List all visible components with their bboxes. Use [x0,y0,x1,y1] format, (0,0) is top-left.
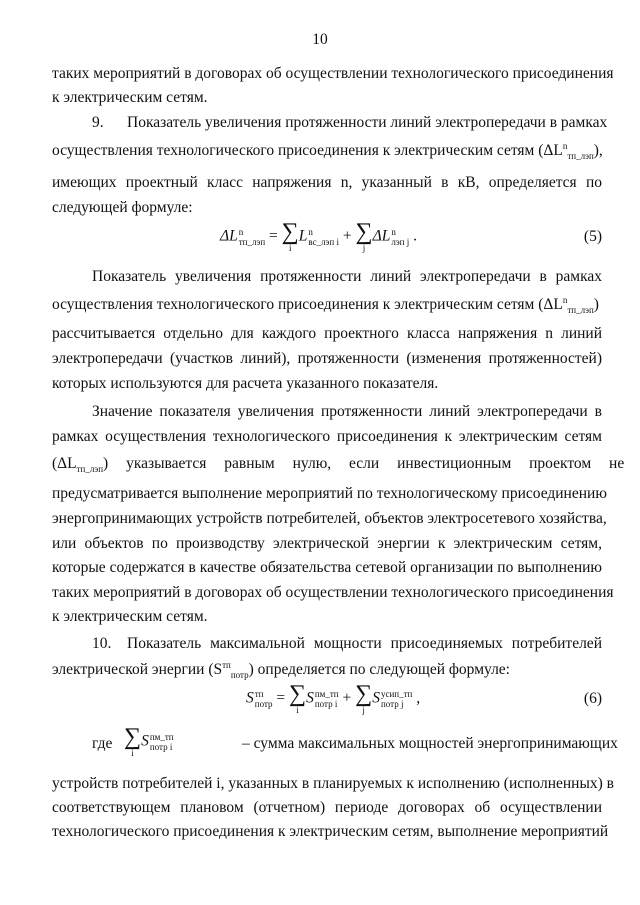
text-line: соответствующем плановом (отчетном) периоде договорах об осуществлении [52,799,602,816]
sum-sign: ∑ j [355,681,373,715]
sum-sign: ∑ i [289,681,307,715]
text-line: предусматривается выполнение мероприятий по технологическому присоединению [52,485,607,502]
formula-6: S тп потр = ∑ i S пм_тп потр i + ∑ j S усип_тп потр j , [246,681,421,715]
text-line: рамках осуществления технологического присоединения к электрическим сетям [52,428,602,445]
text-line: следующей формуле: [52,199,193,216]
sum-sign: ∑ i [124,724,142,758]
paragraph-9-first-line [52,113,608,133]
text-line: к электрическим сетям. [52,89,208,106]
text-line: которых используются для расчета указанного показателя. [52,375,439,392]
text-line: таких мероприятий в договорах об осуществлении технологического присоединения [52,65,614,82]
text-line: осуществления технологического присоединения к электрическим сетям $(\Delta L^n_{тп\_лэп})$, [52,140,603,162]
text-line: устройств потребителей i, указанных в планируемых к исполнению (исполненных) в [52,775,614,792]
sum-sign: ∑ i [281,219,299,253]
text-line: которые содержатся в качестве обязательства сетевой организации по выполнению [52,559,602,576]
text-line: Показатель увеличения протяженности линий электропередачи в рамках [92,268,602,285]
text-line: Значение показателя увеличения протяженности линий электропередачи в [92,403,602,420]
text-line: или объектов по производству электрической энергии к электрическим сетям, [52,535,602,552]
text-line: $(\Delta L_{тп\_лэп})$ указывается равным нулю, если инвестиционным проектом не [52,455,625,475]
text-line: Показатель максимальной мощности присоединяемых потребителей [127,635,602,652]
text-line: электрической энергии $(S^{тп}_{потр})$ определяется по следующей формуле: [52,659,510,681]
formula-5: ΔL n тп_лэп = ∑ i L n вс_лэп i + ∑ j ΔL n лэп j . [220,219,417,253]
item-number: 10. [92,635,112,652]
text-line: осуществления технологического присоединения к электрическим сетям $(\Delta L^n_{тп\_лэп})$ [52,294,599,316]
where-line: где ∑ i S пм_тп потр i – сумма максимальных мощностей энергопринимающих [92,724,618,758]
item-number: 9. [92,114,104,131]
text-line: Показатель увеличения протяженности линий электропередачи в рамках [127,114,608,131]
text-line: к электрическим сетям. [52,608,208,625]
text-line: имеющих проектный класс напряжения n, указанный в кВ, определяется по [52,174,602,191]
text-line: рассчитывается отдельно для каждого проектного класса напряжения n линий [52,325,602,342]
paragraph-10-first-line [52,634,602,654]
text-line: технологического присоединения к электрическим сетям, выполнение мероприятий [52,823,609,840]
equation-number: (5) [583,228,602,245]
text-line: таких мероприятий в договорах об осуществлении технологического присоединения [52,584,614,601]
text-line: электропередачи (участков линий), протяженности (изменения протяженностей) [52,350,602,367]
page-number: 10 [312,31,328,48]
sum-sign: ∑ j [355,219,373,253]
text-line: энергопринимающих устройств потребителей, объектов электросетевого хозяйства, [52,510,607,527]
where-term: ∑ i S пм_тп потр i [124,724,174,758]
equation-number: (6) [583,690,602,707]
